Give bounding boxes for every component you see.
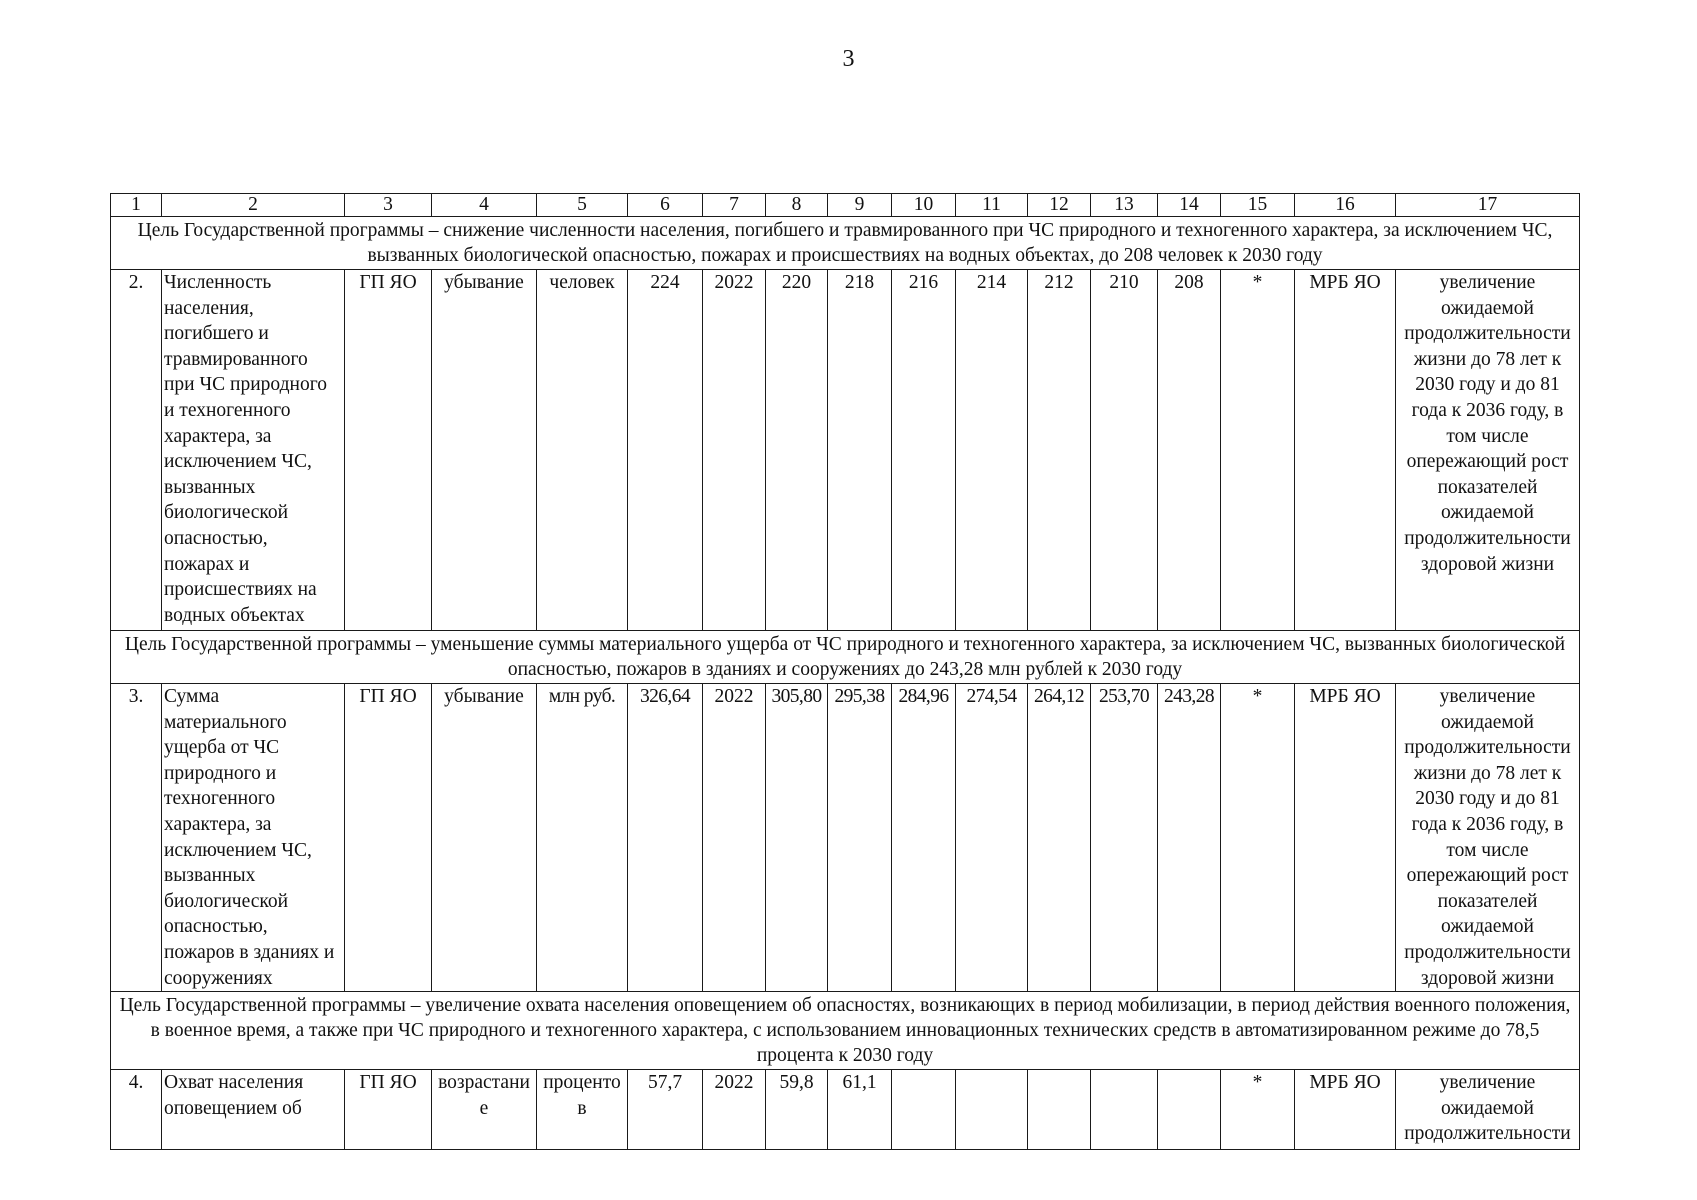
goal-text: Цель Государственной программы – снижение численности населения, погибшего и травмированного при ЧС природного и техногенного характера, за исключением ЧС, вызванных биологической опасностью, пожарах и происшествиях на водных объектах, до 208 человек к 2030 году bbox=[111, 217, 1580, 270]
indicator-unit: процентов bbox=[537, 1070, 628, 1150]
value-cell: 243,28 bbox=[1158, 684, 1221, 992]
base-value: 57,7 bbox=[628, 1070, 703, 1150]
col-header: 6 bbox=[628, 194, 703, 217]
column-number-row bbox=[111, 194, 1580, 217]
value-cell bbox=[892, 1070, 956, 1150]
col-header: 17 bbox=[1396, 194, 1580, 217]
goal-text: Цель Государственной программы – уменьшение суммы материального ущерба от ЧС природного и техногенного характера, за исключением ЧС, вызванных биологической опасностью, пожаров в зданиях и сооружениях до 243,28 млн рублей к 2030 году bbox=[111, 631, 1580, 684]
col-header: 16 bbox=[1295, 194, 1396, 217]
value-cell bbox=[956, 1070, 1028, 1150]
value-cell: 216 bbox=[892, 270, 956, 631]
col-header: 14 bbox=[1158, 194, 1221, 217]
value-cell: 210 bbox=[1091, 270, 1158, 631]
col-header: 10 bbox=[892, 194, 956, 217]
col-header: 12 bbox=[1028, 194, 1091, 217]
base-year: 2022 bbox=[703, 1070, 766, 1150]
value-cell: 220 bbox=[766, 270, 828, 631]
national-goal-link: увеличение ожидаемой продолжительности жизни до 78 лет к 2030 году и до 81 года к 2036 году, в том числе опережающий рост показателей ожидаемой продолжительности здоровой жизни bbox=[1396, 270, 1580, 631]
col-header: 15 bbox=[1221, 194, 1295, 217]
value-cell: 212 bbox=[1028, 270, 1091, 631]
goal-row bbox=[111, 631, 1580, 684]
value-cell: 274,54 bbox=[956, 684, 1028, 992]
value-cell: 253,70 bbox=[1091, 684, 1158, 992]
col-header: 9 bbox=[828, 194, 892, 217]
col-header: 13 bbox=[1091, 194, 1158, 217]
value-cell: 61,1 bbox=[828, 1070, 892, 1150]
value-cell: 264,12 bbox=[1028, 684, 1091, 992]
asterisk-cell: * bbox=[1221, 684, 1295, 992]
indicator-direction: убывание bbox=[432, 684, 537, 992]
responsible-org: МРБ ЯО bbox=[1295, 1070, 1396, 1150]
responsible-org: МРБ ЯО bbox=[1295, 270, 1396, 631]
indicator-direction: возрастание bbox=[432, 1070, 537, 1150]
responsible-org: МРБ ЯО bbox=[1295, 684, 1396, 992]
indicator-number: 2. bbox=[111, 270, 162, 631]
col-header: 8 bbox=[766, 194, 828, 217]
base-year: 2022 bbox=[703, 684, 766, 992]
value-cell bbox=[1091, 1070, 1158, 1150]
indicator-name: Охват населения оповещением об bbox=[162, 1070, 345, 1150]
value-cell: 208 bbox=[1158, 270, 1221, 631]
national-goal-link: увеличение ожидаемой продолжительности жизни до 78 лет к 2030 году и до 81 года к 2036 году, в том числе опережающий рост показателей ожидаемой продолжительности здоровой жизни bbox=[1396, 684, 1580, 992]
asterisk-cell: * bbox=[1221, 270, 1295, 631]
base-value: 326,64 bbox=[628, 684, 703, 992]
page-number: 3 bbox=[842, 46, 855, 72]
col-header: 7 bbox=[703, 194, 766, 217]
value-cell: 305,80 bbox=[766, 684, 828, 992]
indicator-unit: млн руб. bbox=[537, 684, 628, 992]
indicator-number: 4. bbox=[111, 1070, 162, 1150]
indicators-table bbox=[110, 193, 1580, 1150]
value-cell bbox=[1028, 1070, 1091, 1150]
goal-row bbox=[111, 217, 1580, 270]
value-cell: 214 bbox=[956, 270, 1028, 631]
value-cell: 218 bbox=[828, 270, 892, 631]
indicator-name: Сумма материального ущерба от ЧС природного и техногенного характера, за исключением ЧС, вызванных биологической опасностью, пожаров в зданиях и сооружениях bbox=[162, 684, 345, 992]
value-cell: 59,8 bbox=[766, 1070, 828, 1150]
col-header: 11 bbox=[956, 194, 1028, 217]
base-year: 2022 bbox=[703, 270, 766, 631]
table-row bbox=[111, 270, 1580, 631]
col-header: 3 bbox=[345, 194, 432, 217]
table-row bbox=[111, 684, 1580, 992]
base-value: 224 bbox=[628, 270, 703, 631]
national-goal-link: увеличение ожидаемой продолжительности bbox=[1396, 1070, 1580, 1150]
value-cell bbox=[1158, 1070, 1221, 1150]
indicator-level: ГП ЯО bbox=[345, 270, 432, 631]
col-header: 2 bbox=[162, 194, 345, 217]
col-header: 1 bbox=[111, 194, 162, 217]
col-header: 5 bbox=[537, 194, 628, 217]
asterisk-cell: * bbox=[1221, 1070, 1295, 1150]
indicator-unit: человек bbox=[537, 270, 628, 631]
value-cell: 284,96 bbox=[892, 684, 956, 992]
col-header: 4 bbox=[432, 194, 537, 217]
value-cell: 295,38 bbox=[828, 684, 892, 992]
table-row bbox=[111, 1070, 1580, 1150]
goal-text: Цель Государственной программы – увеличение охвата населения оповещением об опасностях, возникающих в период мобилизации, в период действия военного положения, в военное время, а также при ЧС природного и техногенного характера, с использованием инновационных технических средств в автоматизированном режиме до 78,5 процента к 2030 году bbox=[111, 992, 1580, 1070]
indicator-name: Численность населения, погибшего и травмированного при ЧС природного и техногенного характера, за исключением ЧС, вызванных биологической опасностью, пожарах и происшествиях на водных объектах bbox=[162, 270, 345, 631]
indicator-level: ГП ЯО bbox=[345, 1070, 432, 1150]
indicator-number: 3. bbox=[111, 684, 162, 992]
indicator-level: ГП ЯО bbox=[345, 684, 432, 992]
indicator-direction: убывание bbox=[432, 270, 537, 631]
goal-row bbox=[111, 992, 1580, 1070]
